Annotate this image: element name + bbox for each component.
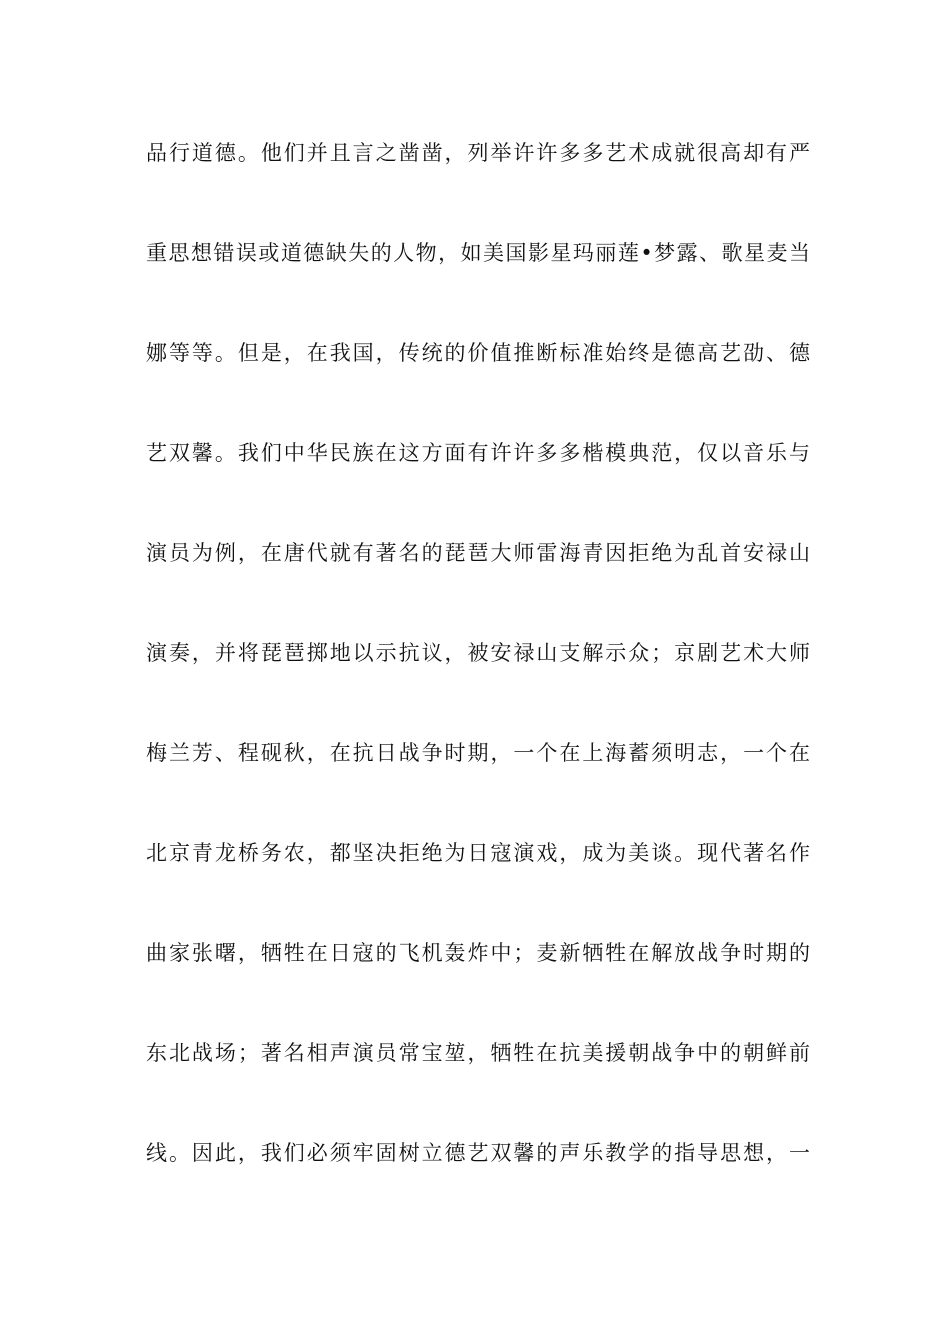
text-line-10: 东北战场；著名相声演员常宝堃，牺牲在抗美援朝战争中的朝鲜前 xyxy=(146,1041,810,1065)
text-line-4: 艺双馨。我们中华民族在这方面有许许多多楷模典范，仅以音乐与 xyxy=(146,441,810,465)
text-line-2: 重思想错误或道德缺失的人物，如美国影星玛丽莲•梦露、歌星麦当 xyxy=(146,241,810,265)
text-line-3: 娜等等。但是，在我国，传统的价值推断标准始终是德高艺劭、德 xyxy=(146,341,810,365)
text-line-11: 线。因此，我们必须牢固树立德艺双馨的声乐教学的指导思想，一 xyxy=(146,1141,810,1165)
text-line-5: 演员为例，在唐代就有著名的琵琶大师雷海青因拒绝为乱首安禄山 xyxy=(146,541,810,565)
text-line-1: 品行道德。他们并且言之凿凿，列举许许多多艺术成就很高却有严 xyxy=(146,141,810,165)
text-line-9: 曲家张曙，牺牲在日寇的飞机轰炸中；麦新牺牲在解放战争时期的 xyxy=(146,941,810,965)
text-line-7: 梅兰芳、程砚秋，在抗日战争时期，一个在上海蓄须明志，一个在 xyxy=(146,741,810,765)
text-line-6: 演奏，并将琵琶掷地以示抗议，被安禄山支解示众；京剧艺术大师 xyxy=(146,641,810,665)
text-line-8: 北京青龙桥务农，都坚决拒绝为日寇演戏，成为美谈。现代著名作 xyxy=(146,841,810,865)
body-text xyxy=(146,128,810,1228)
